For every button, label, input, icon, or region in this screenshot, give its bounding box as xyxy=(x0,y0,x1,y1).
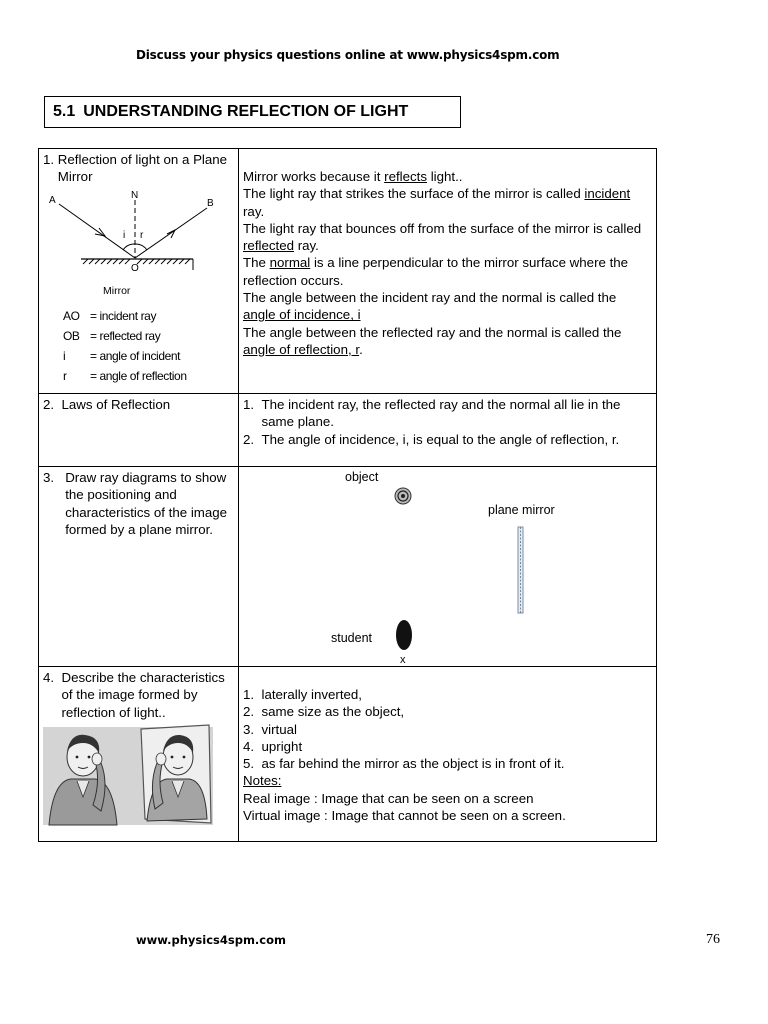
list-item: 2. The angle of incidence, i, is equal to the angle of reflection, r. xyxy=(243,431,620,447)
section-number: 5.1 xyxy=(53,103,76,120)
legend-item: OB = reflected ray xyxy=(63,328,161,343)
row2-topic: Laws of Reflection xyxy=(61,397,171,412)
row1-number: 1. xyxy=(43,152,55,167)
list-item: 1. laterally inverted, xyxy=(243,687,362,702)
row2-number: 2. xyxy=(43,397,55,412)
row3-number: 3. xyxy=(43,470,55,485)
label-n: N xyxy=(131,189,139,201)
diagram-legend xyxy=(63,306,234,386)
list-item: 3. virtual xyxy=(243,721,297,737)
definition-line: The light ray that strikes the surface of the mirror is called incident ray. xyxy=(243,186,631,219)
row4-topic: Describe the characteristics of the image formed by reflection of light.. xyxy=(61,670,225,720)
table-row xyxy=(39,667,657,842)
row1-left-cell xyxy=(39,149,239,394)
object-icon xyxy=(395,488,411,504)
plane-mirror xyxy=(518,527,523,613)
student-icon xyxy=(396,620,412,650)
object-label: object xyxy=(345,470,379,484)
legend-item: r = angle of reflection xyxy=(63,368,187,383)
header-link-text: Discuss your physics questions online at www.physics4spm.com xyxy=(136,48,560,62)
table-row xyxy=(39,394,657,467)
boy-mirror-illustration xyxy=(43,723,215,827)
reflected-ray xyxy=(135,208,207,258)
list-item: 5. as far behind the mirror as the object is in front of it. xyxy=(243,756,565,772)
row3-right-cell xyxy=(239,467,657,667)
student-label: student xyxy=(331,631,373,645)
row3-topic: Draw ray diagrams to show the positioning and characteristics of the image formed by a plane mirror. xyxy=(65,470,228,537)
row1-right-cell xyxy=(239,149,657,394)
row4-number: 4. xyxy=(43,670,55,685)
legend-item: i = angle of incident xyxy=(63,348,181,363)
table-row xyxy=(39,467,657,667)
notes-label: Notes: xyxy=(243,773,282,789)
label-mirror: Mirror xyxy=(103,284,131,297)
plane-mirror-label: plane mirror xyxy=(488,503,555,517)
row4-right-cell xyxy=(239,667,657,842)
definition-line: Mirror works because it reflects light.. xyxy=(243,169,463,184)
content-table xyxy=(38,148,657,842)
page-number: 76 xyxy=(706,932,720,947)
label-i: i xyxy=(123,229,126,241)
incident-arrow xyxy=(95,228,105,236)
row3-left-cell xyxy=(39,467,239,667)
label-a: A xyxy=(49,194,56,206)
angle-i-arc xyxy=(123,244,135,250)
definition-line: The normal is a line perpendicular to the mirror surface where the reflection occurs. xyxy=(243,255,629,288)
table-row xyxy=(39,149,657,394)
label-b: B xyxy=(207,197,214,209)
angle-r-arc xyxy=(135,244,147,250)
row2-left-cell xyxy=(39,394,239,467)
student-x-mark: x xyxy=(400,654,406,665)
footer-link[interactable]: www.physics4spm.com xyxy=(136,933,286,947)
label-r: r xyxy=(140,229,144,241)
row4-left-cell xyxy=(39,667,239,842)
note-line: Virtual image : Image that cannot be seen on a screen. xyxy=(243,808,566,824)
row1-topic: Reflection of light on a Plane Mirror xyxy=(57,152,228,185)
reflection-diagram xyxy=(43,188,233,306)
list-item: 1. The incident ray, the reflected ray and the normal all lie in the same plane. xyxy=(243,397,621,430)
list-item: 4. upright xyxy=(243,738,303,754)
section-title xyxy=(44,96,461,128)
note-line: Real image : Image that can be seen on a screen xyxy=(243,790,534,806)
definition-line: The angle between the reflected ray and the normal is called the angle of reflection, r. xyxy=(243,324,622,357)
legend-item: AO = incident ray xyxy=(63,308,157,323)
label-o: O xyxy=(131,262,139,274)
section-title-text: UNDERSTANDING REFLECTION OF LIGHT xyxy=(83,103,409,120)
plane-mirror-diagram xyxy=(239,467,655,665)
definition-line: The angle between the incident ray and the normal is called the angle of incidence, i xyxy=(243,290,617,323)
row2-right-cell xyxy=(239,394,657,467)
list-item: 2. same size as the object, xyxy=(243,704,405,720)
definition-line: The light ray that bounces off from the surface of the mirror is called reflected ray. xyxy=(243,220,642,254)
